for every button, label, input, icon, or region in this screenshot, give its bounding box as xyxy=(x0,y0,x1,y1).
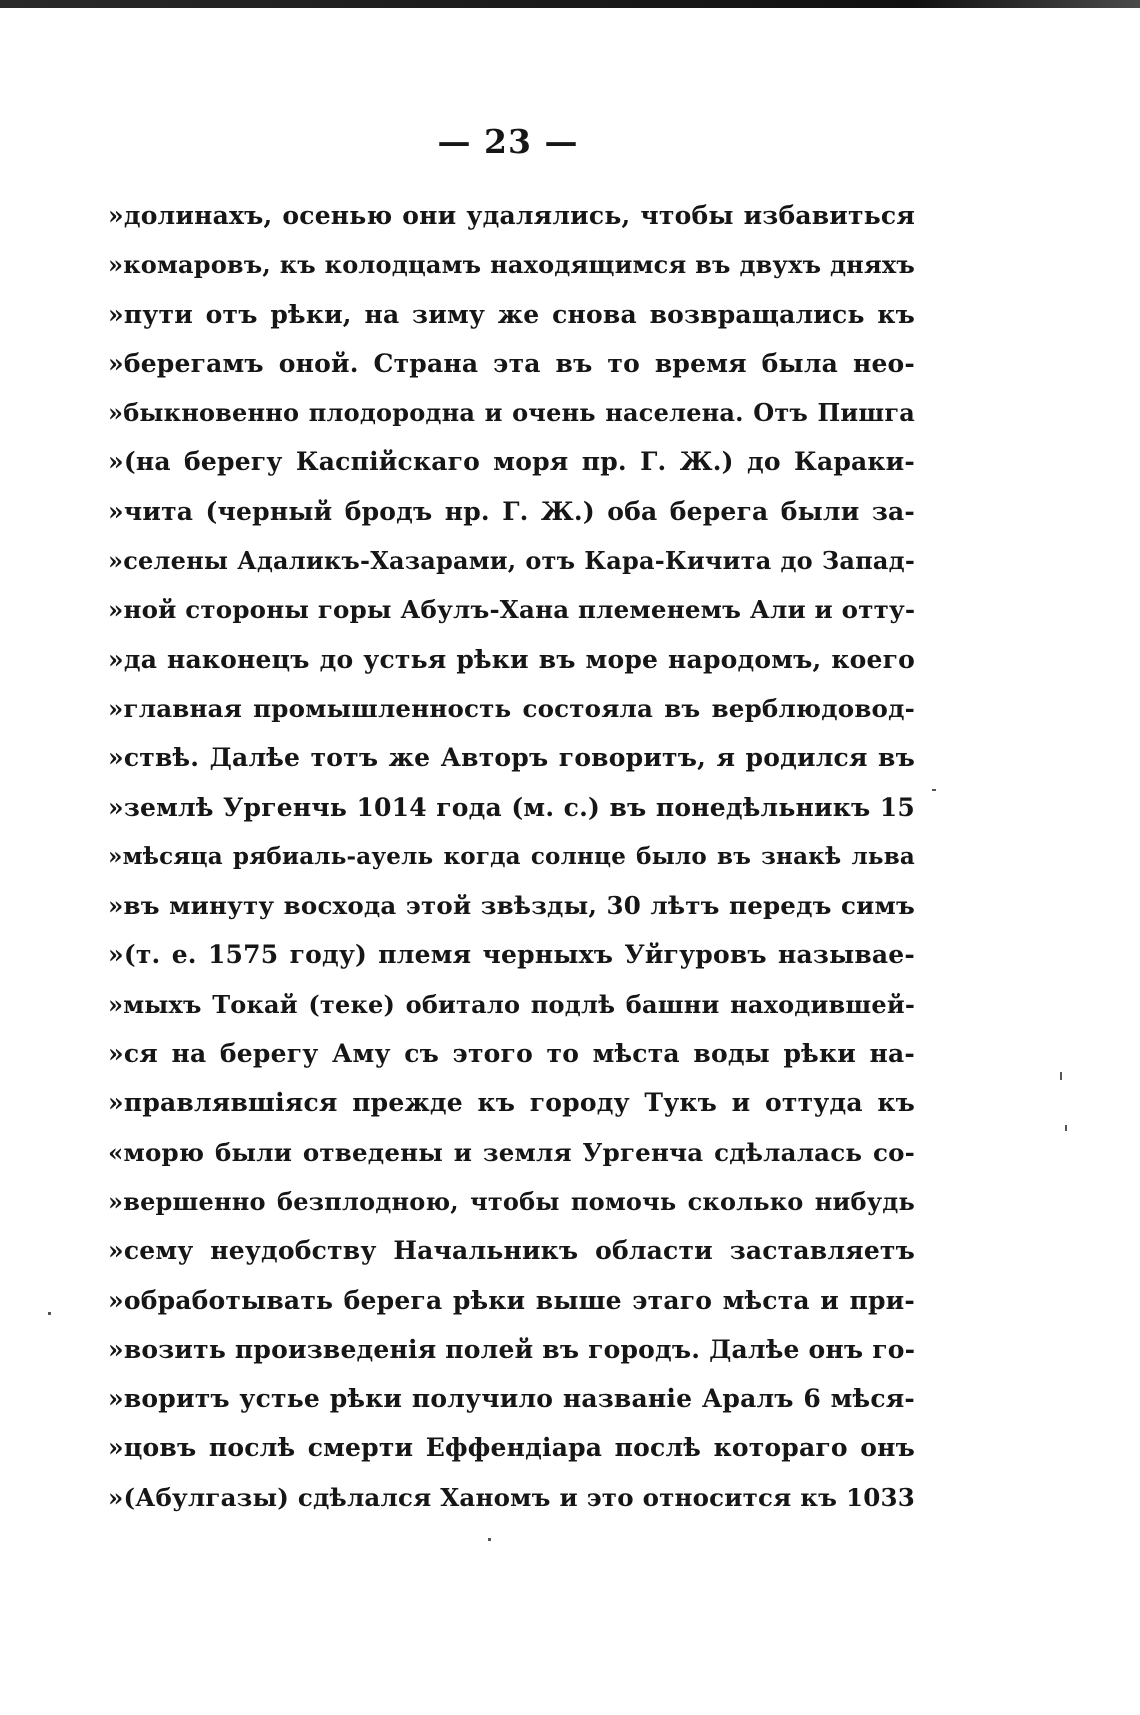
scan-speck xyxy=(488,1538,491,1541)
text-line: »берегамъ оной. Страна эта въ то время была нео- xyxy=(108,348,915,378)
text-line: »да наконецъ до устья рѣки въ море народомъ, коего xyxy=(108,644,915,674)
text-line: «морю были отведены и земля Ургенча сдѣлалась со- xyxy=(108,1137,915,1167)
text-line: »мыхъ Токай (теке) обитало подлѣ башни находившей- xyxy=(108,989,915,1019)
text-line: »ствѣ. Далѣе тотъ же Авторъ говоритъ, я родился въ xyxy=(108,743,915,773)
text-line: »долинахъ, осенью они удалялись, чтобы избавиться xyxy=(108,201,915,230)
text-line: »комаровъ, къ колодцамъ находящимся въ двухъ дняхъ xyxy=(108,250,915,280)
text-line: »чита (черный бродъ нр. Г. Ж.) оба берега были за- xyxy=(108,496,915,526)
body-text xyxy=(108,191,915,1522)
text-line: »ной стороны горы Абулъ-Хана племенемъ Али и отту- xyxy=(108,595,915,625)
text-line: »(т. е. 1575 году) племя черныхъ Уйгуровъ называе- xyxy=(108,940,915,970)
text-line: »воритъ устье рѣки получило названіе Аралъ 6 мѣся- xyxy=(108,1384,915,1414)
scan-speck xyxy=(1065,1125,1067,1131)
text-line: »(Абулгазы) сдѣлался Ханомъ и это относится къ 1033 xyxy=(108,1482,915,1512)
text-line: »обработывать берега рѣки выше этаго мѣста и при- xyxy=(108,1285,915,1315)
scan-speck xyxy=(932,789,936,791)
text-line: »мѣсяца рябиаль-ауель когда солнце было въ знакѣ льва xyxy=(108,842,915,870)
scan-top-edge xyxy=(0,0,1140,8)
scan-speck xyxy=(1060,1072,1062,1080)
text-line: »землѣ Ургенчь 1014 года (м. с.) въ понедѣльникъ 15 xyxy=(108,792,915,822)
scan-speck xyxy=(48,1312,51,1315)
text-line: »быкновенно плодородна и очень населена. Отъ Пишга xyxy=(108,398,915,428)
text-line: »главная промышленность состояла въ верблюдовод- xyxy=(108,693,915,723)
text-line: »(на берегу Каспійскаго моря пр. Г. Ж.) до Караки- xyxy=(108,447,915,477)
text-line: »правлявшіяся прежде къ городу Тукъ и оттуда къ xyxy=(108,1088,915,1118)
text-line: »пути отъ рѣки, на зиму же снова возвращались къ xyxy=(108,299,915,329)
text-line: »сему неудобству Начальникъ области заставляетъ xyxy=(108,1236,915,1266)
text-line: »вершенно безплодною, чтобы помочь сколько нибудь xyxy=(108,1186,915,1216)
text-line: »въ минуту восхода этой звѣзды, 30 лѣтъ передъ симъ xyxy=(108,891,915,921)
text-line: »возить произведенія полей въ городъ. Далѣе онъ го- xyxy=(108,1334,915,1364)
text-line: »селены Адаликъ-Хазарами, отъ Кара-Кичита до Запад- xyxy=(108,546,915,576)
text-line: »ся на берегу Аму съ этого то мѣста воды рѣки на- xyxy=(108,1039,915,1069)
text-line: »цовъ послѣ смерти Еффендіара послѣ котораго онъ xyxy=(108,1433,915,1463)
page-number: — 23 — xyxy=(437,122,579,161)
